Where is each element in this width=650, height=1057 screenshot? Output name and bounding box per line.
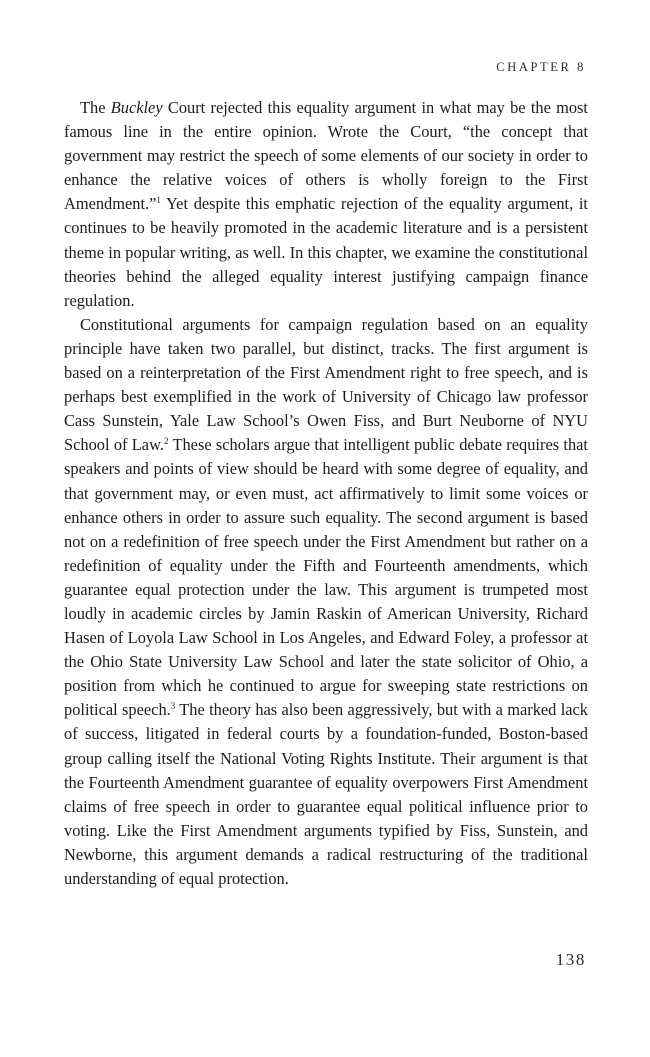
body-text [64, 96, 588, 891]
case-name: Buckley [110, 98, 163, 117]
page-number: 138 [555, 950, 586, 969]
paragraph-1-text-c: Yet despite this emphatic rejection of the equality argument, it continues to be heavily promoted in the academic literature and is a persistent theme in popular writing, as well. In this chapter, we examine the constitutional theories behind the alleged equality interest justifying campaign finance regulation. [64, 194, 588, 310]
paragraph-1-text-b: Court rejected this equality argument in what may be the most famous line in the entire opinion. Wrote the Court, “the concept that government may restrict the speech of some elements of our society in order to enhance the relative voices of others is wholly foreign to the First Amendment.” [64, 98, 588, 214]
paragraph-2-text-b: These scholars argue that intelligent public debate requires that speakers and points of view should be heard with some degree of equality, and that government may, or even must, act affirmatively to limit some voices or enhance others in order to assure such equality. The second argument is based not on a redefinition of free speech under the First Amendment but rather on a redefinition of equality under the Fifth and Fourteenth amendments, which guarantee equal protection under the law. This argument is trumpeted most loudly in academic circles by Jamin Raskin of American University, Richard Hasen of Loyola Law School in Los Angeles, and Edward Foley, a professor at the Ohio State University Law School and later the state solicitor of Ohio, a position from which he continued to argue for sweeping state restrictions on political speech. [64, 435, 588, 720]
paragraph-1-text-a: The [80, 98, 111, 117]
paragraph-2-text-a: Constitutional arguments for campaign regulation based on an equality principle have taken two parallel, but distinct, tracks. The first argument is based on a reinterpretation of the First Amendment right to free speech, and is perhaps best exemplified in the work of University of Chicago law professor Cass Sunstein, Yale Law School’s Owen Fiss, and Burt Neuborne of NYU School of Law. [64, 314, 588, 455]
paragraph-2-text-c: The theory has also been aggressively, but with a marked lack of success, litigated in federal courts by a foundation-funded, Boston-based group calling itself the National Voting Rights Institute. Their argument is that the Fourteenth Amendment guarantee of equality overpowers First Amendment claims of free speech in order to guarantee equal political influence prior to voting. Like the First Amendment arguments typified by Fiss, Sunstein, and Newborne, this argument demands a radical restructuring of the traditional understanding of equal protection. [64, 700, 589, 888]
footnote-marker-3[interactable]: 3 [170, 701, 176, 712]
footnote-marker-1[interactable]: 1 [156, 195, 161, 206]
running-head: CHAPTER 8 [496, 60, 586, 74]
paragraph-2 [64, 313, 588, 891]
paragraph-1 [64, 96, 588, 313]
footnote-marker-2[interactable]: 2 [163, 436, 169, 447]
